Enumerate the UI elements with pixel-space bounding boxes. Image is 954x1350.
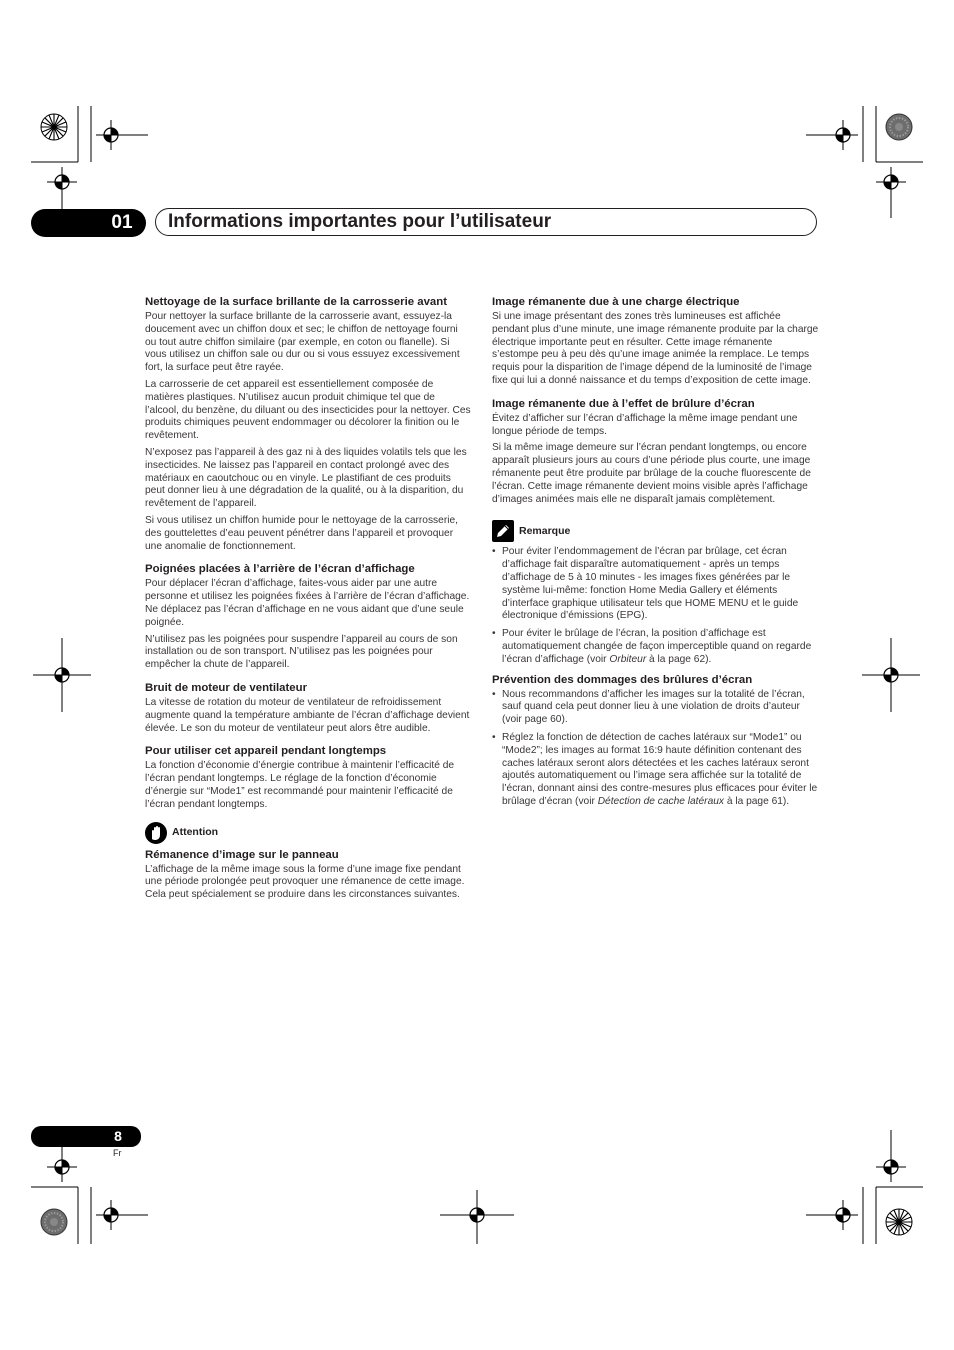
section-heading-cleaning: Nettoyage de la surface brillante de la carrosserie avant [145,296,447,308]
paragraph: La carrosserie de cet appareil est essentiellement composée de matières plastiques. N’utilisez aucun produit chimique tel que de l’alcool, du benzène, du diluant ou des insecticides pour la nettoyer. Ces produits chimiques peuvent endommager ou décolorer la finition ou le revêtement. [145,378,471,442]
remark-list [492,546,820,666]
paragraph: Pour déplacer l’écran d’affichage, faites-vous aider par une autre personne et utilisez les poignées fixées à l’arrière de l’écran d’affichage. Ne déplacez pas l’écran d’affichage en ne vous aidant que d’une seule poignée. [145,578,470,628]
right-column [492,295,820,814]
paragraph: L’affichage de la même image sous la forme d’une image fixe pendant une période prolongée peut provoquer une rémanence de cette image. Cela peut spécialement se produire dans les circonstances suivantes. [145,863,465,901]
pencil-note-icon [492,520,514,542]
prevention-list [492,689,820,809]
list-item: • Nous recommandons d’afficher les images sur la totalité de l’écran, sauf quand cela peut donner lieu à une violation de droits d’auteur (voir page 60). [492,689,820,727]
remark-callout [492,520,820,542]
remark-label: Remarque [519,524,571,537]
section-heading-image-retention: Rémanence d’image sur le panneau [145,848,339,861]
paragraph: Si la même image demeure sur l’écran pendant longtemps, ou encore apparaît plusieurs jours au cours d’une période plus courte, une image rémanente peut être produite par brûlage de la couche fluorescente de l’écran. Cette image rémanente devient moins visible après l’affichage d’images animées mais elle ne disparaît jamais complètement. [492,442,811,505]
paragraph: Si vous utilisez un chiffon humide pour le nettoyage de la carrosserie, des gouttelettes d’eau peuvent pénétrer dans l’appareil et provoquer une anomalie de fonctionnement. [145,514,458,552]
paragraph: Évitez d’afficher sur l’écran d’affichage la même image pendant une longue période de temps. [492,412,798,437]
paragraph: N’utilisez pas les poignées pour suspendre l’appareil au cours de son installation ou de son transport. N’utilisez pas les poignées pour empêcher la chute de l’appareil. [145,633,458,671]
paragraph: Pour nettoyer la surface brillante de la carrosserie avant, essuyez-la doucement avec un chiffon doux et sec; le chiffon de nettoyage fourni ou tout autre chiffon similaire (par exemple, en coton ou flanelle). Si vous utilisez un chiffon sale ou dur ou si vous essuyez excessivement fort, la surface peut être rayée. [145,311,460,374]
section-heading-handles: Poignées placées à l’arrière de l’écran d’affichage [145,563,415,576]
list-item: • Réglez la fonction de détection de caches latéraux sur “Mode1” ou “Mode2”; les images au format 16:9 haute définition contenant des caches latéraux seront alors détectées et les caches latéraux seront ajoutés automatiquement ou l’image sera affichée sur la totalité de l’écran, donnant ainsi des contre-mesures plus efficaces pour éviter le brûlage d’écran (voir Détection de cache latéraux à la page 61). [492,732,820,809]
paragraph: N’exposez pas l’appareil à des gaz ni à des liquides volatils tels que les insecticides. Ne laissez pas l’appareil en contact prolongé avec des matériaux en caoutchouc ou en vinyle. Le plastifiant de ces produits peut donner lieu à une dégradation de la qualité, ou à la disparition, du revêtement de l’appareil. [145,446,467,510]
page-number: 8 [114,1128,122,1144]
list-item: • Pour éviter le brûlage de l’écran, la position d’affichage est automatiquement changée de façon imperceptible quand on regarde l’écran d’affichage (voir Orbiteur à la page 62). [492,628,820,666]
chapter-number: 01 [111,212,133,233]
section-heading-electric-charge: Image rémanente due à une charge électrique [492,296,740,308]
attention-callout [145,822,471,844]
section-heading-long-use: Pour utiliser cet appareil pendant longtemps [145,745,387,758]
paragraph: La fonction d’économie d’énergie contribue à maintenir l’efficacité de l’écran pendant longtemps. Le réglage de la fonction d’économie d’énergie sur “Mode1” est recommandé pour maintenir l’efficacité de l’écran pendant longtemps. [145,760,455,810]
language-code: Fr [113,1148,122,1158]
list-item: • Pour éviter l’endommagement de l’écran par brûlage, cet écran d’affichage fait disparaître automatiquement - après un temps d’affichage de 5 à 10 minutes - les images fixes générées par le système lui-même: fonction Home Media Gallery et éléments d’interface graphique utilisateur tels que HOME MENU et le guide électronique d’émissions (EPG). [492,546,820,623]
attention-label: Attention [172,826,219,839]
paragraph: La vitesse de rotation du moteur de ventilateur de refroidissement augmente quand la température ambiante de l’écran d’affichage devient élevée. Le son du moteur de ventilateur peut alors être audible. [145,696,470,734]
section-heading-prevention: Prévention des dommages des brûlures d’écran [492,673,753,686]
paragraph: Si une image présentant des zones très lumineuses est affichée pendant plus d’une minute, une image rémanente produite par la charge électrique importante peut en résulter. Cette image rémanente s’estompe peu à peu dès qu’une image animée la remplace. Le temps requis pour la disparition de l’image dépend de la luminosité de l’image fixe qui lui a donné naissance et du temps d’exposition de cette image. [492,311,819,386]
hand-stop-icon [145,822,167,844]
section-heading-burn-in: Image rémanente due à l’effet de brûlure d’écran [492,397,755,410]
section-heading-fan-noise: Bruit de moteur de ventilateur [145,681,308,694]
left-column [145,295,471,906]
page-title: Informations importantes pour l’utilisateur [168,211,552,232]
